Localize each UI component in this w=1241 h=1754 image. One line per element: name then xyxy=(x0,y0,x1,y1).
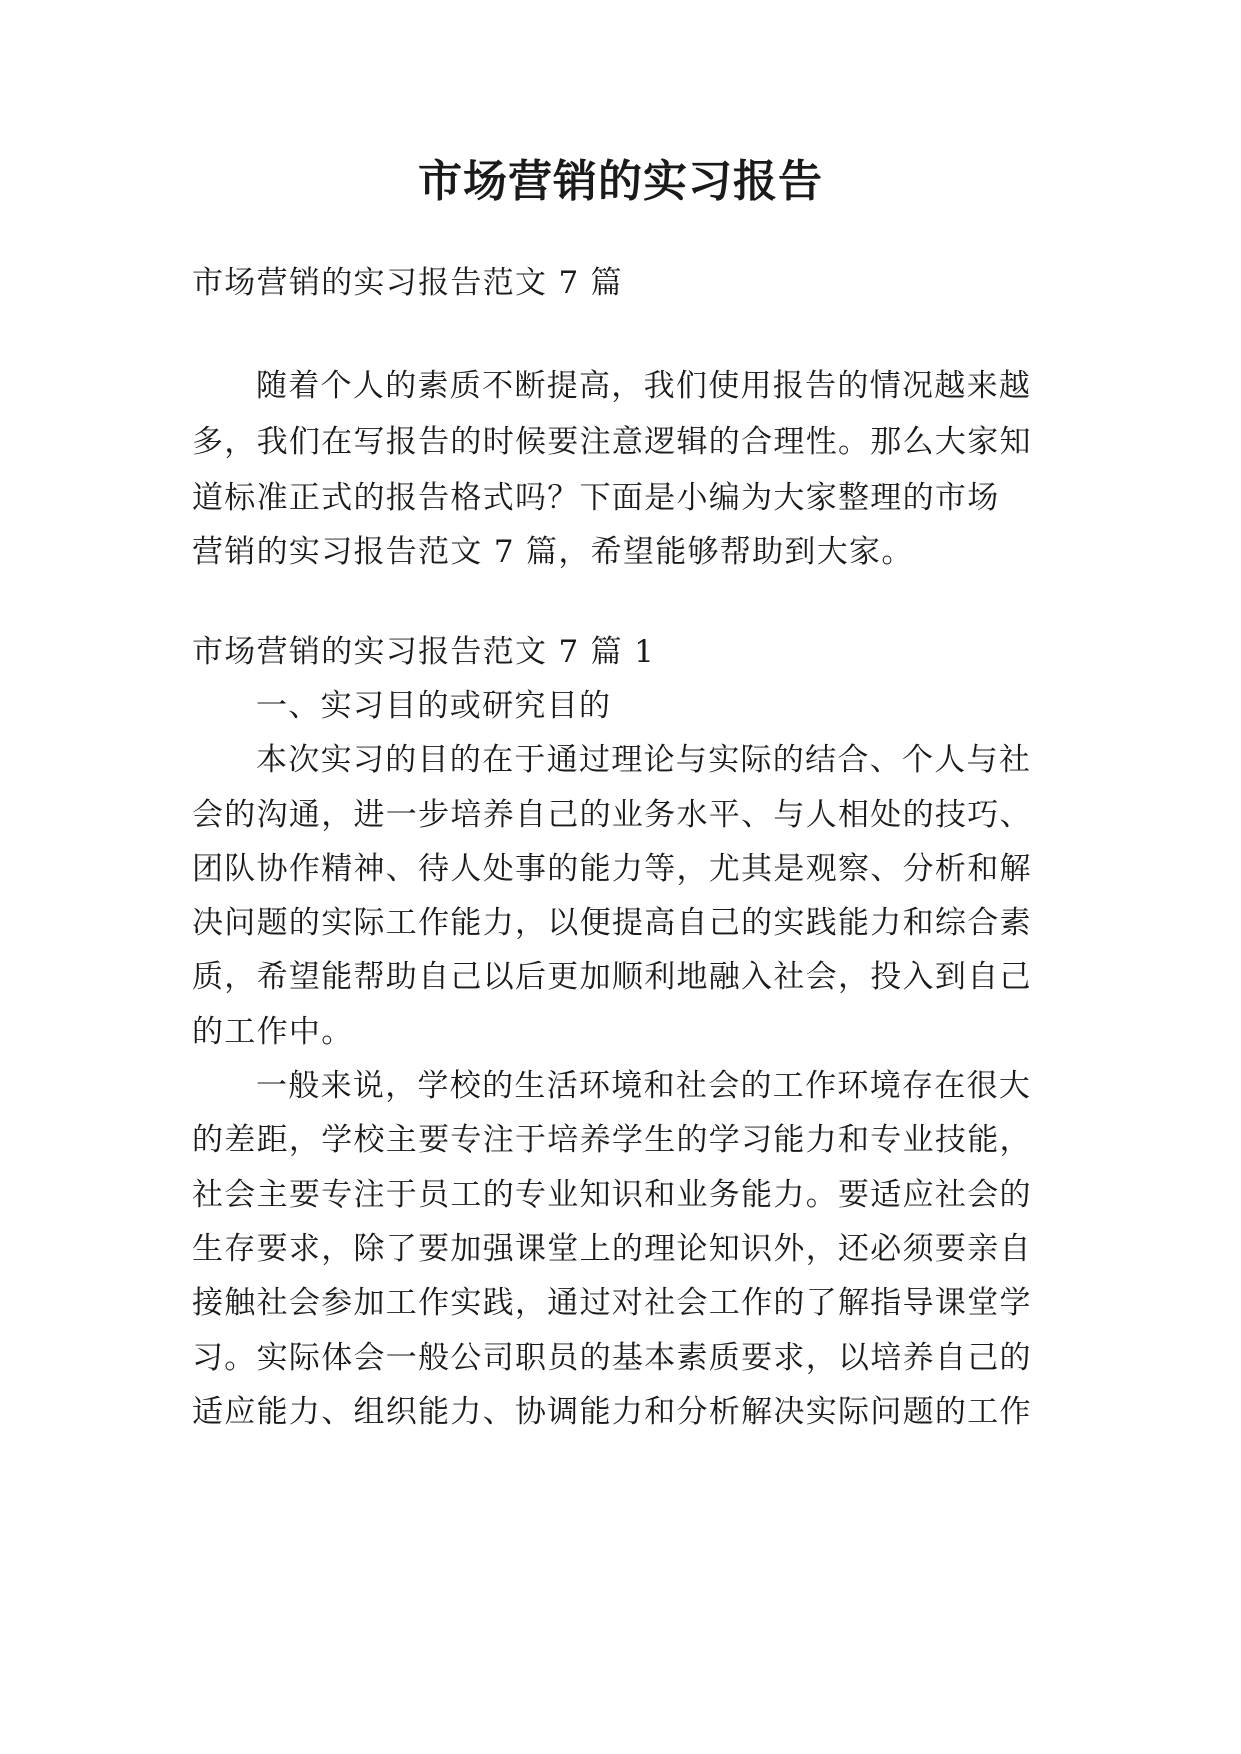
paragraph-line: 团队协作精神、待人处事的能力等，尤其是观察、分析和解 xyxy=(192,851,1032,887)
document-title: 市场营销的实习报告 xyxy=(418,156,823,207)
paragraph-line: 习。实际体会一般公司职员的基本素质要求，以培养自己的 xyxy=(192,1340,1032,1376)
part-heading: 一、实习目的或研究目的 xyxy=(256,688,612,724)
paragraph-line: 的工作中。 xyxy=(192,1014,354,1050)
intro-line: 随着个人的素质不断提高，我们使用报告的情况越来越 xyxy=(256,368,1032,404)
paragraph-line: 本次实习的目的在于通过理论与实际的结合、个人与社 xyxy=(256,742,1032,778)
paragraph-line: 社会主要专注于员工的专业知识和业务能力。要适应社会的 xyxy=(192,1177,1032,1213)
document-subtitle: 市场营销的实习报告范文 7 篇 xyxy=(192,265,623,301)
intro-line: 营销的实习报告范文 7 篇，希望能够帮助到大家。 xyxy=(192,534,914,570)
paragraph-line: 生存要求，除了要加强课堂上的理论知识外，还必须要亲自 xyxy=(192,1231,1032,1267)
intro-line: 多，我们在写报告的时候要注意逻辑的合理性。那么大家知 xyxy=(192,424,1032,460)
paragraph-line: 会的沟通，进一步培养自己的业务水平、与人相处的技巧、 xyxy=(192,797,1032,833)
paragraph-line: 一般来说，学校的生活环境和社会的工作环境存在很大 xyxy=(256,1068,1032,1104)
paragraph-line: 接触社会参加工作实践，通过对社会工作的了解指导课堂学 xyxy=(192,1285,1032,1321)
section-heading: 市场营销的实习报告范文 7 篇 1 xyxy=(192,634,656,670)
paragraph-line: 质，希望能帮助自己以后更加顺利地融入社会，投入到自己 xyxy=(192,959,1032,995)
paragraph-line: 适应能力、组织能力、协调能力和分析解决实际问题的工作 xyxy=(192,1394,1032,1430)
intro-line: 道标准正式的报告格式吗？下面是小编为大家整理的市场 xyxy=(192,480,1000,516)
paragraph-line: 决问题的实际工作能力，以便提高自己的实践能力和综合素 xyxy=(192,905,1032,941)
paragraph-line: 的差距，学校主要专注于培养学生的学习能力和专业技能， xyxy=(192,1122,1032,1158)
